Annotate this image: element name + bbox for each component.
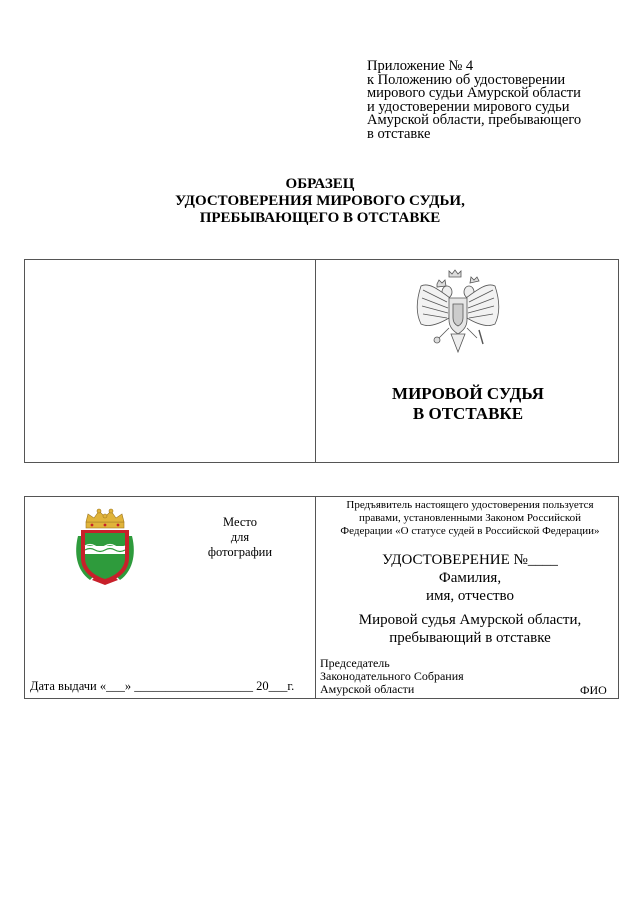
- certificate-number: УДОСТОВЕРЕНИЕ №____: [382, 552, 558, 568]
- chairman-line: Председатель: [320, 656, 390, 670]
- rights-line: Предъявитель настоящего удостоверения пользуется: [346, 499, 594, 511]
- rights-statement: [320, 499, 620, 538]
- appendix-line: мирового судьи Амурской области: [367, 85, 581, 101]
- inside-fold-divider: [315, 497, 316, 698]
- rights-line: Федерации «О статусе судей в Российской Федерации»: [340, 525, 600, 537]
- rights-line: правами, установленными Законом Российской: [358, 512, 582, 524]
- document-title: [0, 176, 640, 227]
- appendix-line: Амурской области, пребывающего: [367, 112, 582, 128]
- cover-fold-divider: [315, 260, 316, 462]
- title-line: ПРЕБЫВАЮЩЕГО В ОТСТАВКЕ: [199, 210, 441, 226]
- judge-position-line: Мировой судья Амурской области,: [358, 612, 582, 628]
- certificate-cover: [24, 259, 619, 463]
- appendix-line: к Положению об удостоверении: [367, 71, 566, 88]
- judge-position-line: пребывающий в отставке: [389, 630, 551, 646]
- appendix-line: и удостоверении мирового судьи: [367, 98, 570, 115]
- judge-position: [320, 611, 620, 647]
- chairman-signature-block: [320, 657, 464, 696]
- appendix-line: в отставке: [367, 125, 431, 142]
- photo-label-line: для: [230, 530, 250, 544]
- name-patronymic-label: имя, отчество: [425, 588, 515, 604]
- appendix-header: [367, 60, 627, 141]
- certificate-number-block: [320, 551, 620, 605]
- photo-placeholder: [190, 515, 290, 560]
- russian-coat-of-arms-icon: [403, 268, 513, 360]
- cover-heading-line: МИРОВОЙ СУДЬЯ: [392, 384, 544, 403]
- cover-heading: [316, 384, 620, 424]
- photo-label-line: Место: [223, 515, 257, 529]
- chairman-line: Законодательного Собрания: [320, 669, 464, 683]
- cover-heading-line: В ОТСТАВКЕ: [412, 404, 524, 423]
- amur-region-coat-of-arms-icon: [72, 508, 138, 586]
- photo-label-line: фотографии: [207, 545, 273, 559]
- surname-label: Фамилия,: [438, 570, 502, 586]
- title-line: ОБРАЗЕЦ: [285, 176, 355, 192]
- title-line: УДОСТОВЕРЕНИЯ МИРОВОГО СУДЬИ,: [175, 193, 465, 209]
- fio-label: ФИО: [580, 683, 607, 697]
- issue-date-line: Дата выдачи «___» ___________________ 20___г.: [30, 679, 295, 693]
- appendix-line: Приложение № 4: [367, 58, 474, 74]
- chairman-line: Амурской области: [320, 682, 415, 696]
